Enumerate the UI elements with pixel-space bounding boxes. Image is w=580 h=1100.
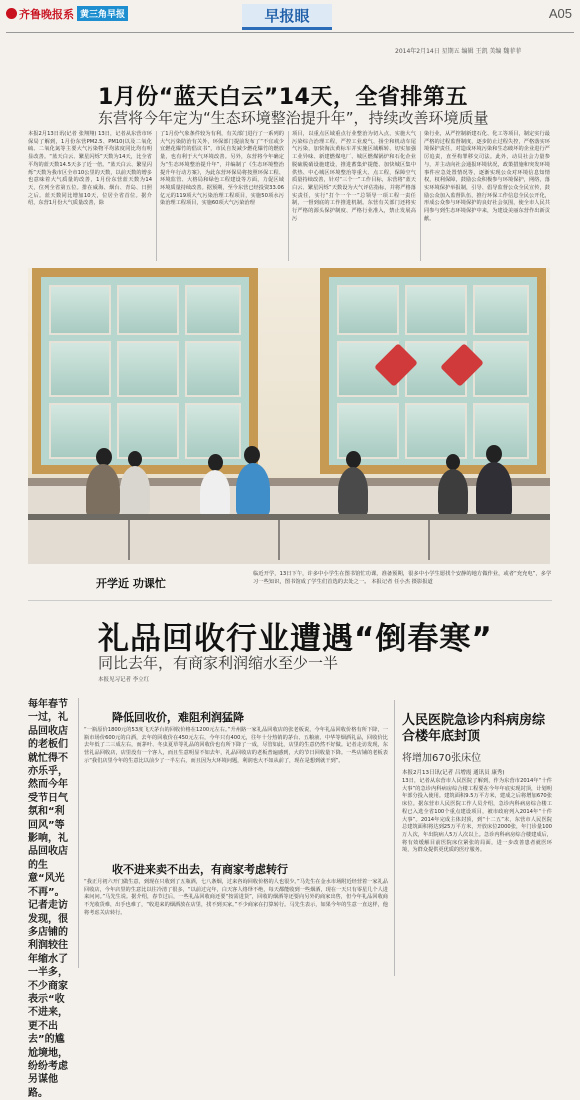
masthead: [0, 0, 580, 34]
story1-column-3: 项目，以重点区域重点行业整治为切入点，实施大气污染综合治理工程，严控工业废气、扬尘和机动车尾气污染，加快淘汰黄标车并实施区域解转、切实加强工业异味、新建燃煤电厂、城区燃煤锅炉和石化企业脱硫脱硝设施建设，推进蓄集炉提能、加快城区集中供热、中心城区环境整治等重大、点工程，保障空气质量持续改善，针对“三个一”工作目标，东营将“蓝天白云、繁星闪烁”天数设为大气评估指标，并将严格落实责任，实行“打个一个一”总领导一项工程一责任制，一督到底的工作推进机制。东营有关部门还将实行严格的源头保护制度、严格行业准入，禁止发展高污: [292, 131, 416, 222]
story1-column-4: 染行业，从严控制新建石化、化工等项目，制定实行最严格的过程监督制度，逐步防止过程失控，严格落实环境保护责任，对造成环境污染和生态破坏的企业进行严厉追责，直至构罪移交司法。此外，动员社会力量参与，并主动向社会通报环境状况，政策措施和突发环境事件应急处置情况等，逐渐实现公众对环境信息知情权，权利保障，鼓励公众积极参与环境保护，网络，落实环境保护举报制，引导、倡导监督公众全民宣传，鼓励公众加入监督队伍，推行环保工作信息全民公开化，形成公众参与环境保护的良好社会氛围，使全市人民共同参与到生态环境保护中来，为建设美丽东营作出新贡献。: [424, 131, 550, 222]
story2-section1-title: 降低回收价，难阻利润猛降: [112, 711, 244, 724]
story2-section2-title: 收不进来卖不出去，有商家考虑转行: [112, 863, 288, 876]
logo-tag: 黄三角早报: [77, 6, 128, 21]
logo-text: 齐鲁晚报系: [19, 8, 74, 21]
column-divider: [394, 700, 395, 976]
story2-pullquote: 每年春节一过，礼品回收店的老板们就忙得不亦乐乎，然而今年受节日气氛和“利回风”等影响，礼品回收店的生意“风光不再”。记者走访发现，很多店铺的利润较往年缩水了一半多，不少商家表示“收不进来，更不出去”的尴尬境地，纷纷考虑另谋他路。: [28, 699, 68, 1099]
page-number: A05: [548, 6, 572, 21]
side-story-text: 13日，记者从东营市人民医院了解到，作为东营市2014年“十件大事”的急诊内科病房综合楼工程要在今年年底实现封顶，计划明年部分投入使用。建筑面积9.5万平方米，建成之后将增加670张床位。据东营市人民医院工作人员介绍，急诊内科病房综合楼工程已入选全省100个重点建设项目，被市政府列入2014年“十件大事”。2014年完成主体封顶，到“十二五”末，东营市人民医院总建筑面积将达到25万平方米，开放床位2000张，年门诊量100万人次，年出院病人5万人次以上。急诊内科病房综合楼建成后，将有效缓解目前医院床位紧张的局面，进一步改善患者就医环境，为群众提供更优质的医疗服务。: [402, 778, 552, 854]
story1-column-2: 了1月份气象条件较为有利，有关部门进行了一系列的大气污染防治有关外，环保部门提前发布了“不宜或少宜燃花爆竹的倡议书”，市民自发减少燃花爆竹的燃放量，也有利于大气环境改善。另外，东营将今年确定为“生态环境整治提升年”，并编制了《生态环境整治提升年行动方案》，为此东营环保局将按照环保工程、环境监管、大格局和绿色工程建设等方面，力促区域环境质量持续改善。据预期，至今东营已经投资33.06亿元的119项大气污染治理工程项目，实施50项水污染治理工程项目，实施60项大气污染治理: [160, 131, 284, 207]
section-title: 早报眼: [242, 4, 332, 30]
study-desk: [28, 514, 550, 520]
story2-headline: 礼品回收行业遭遇“倒春寒”: [98, 621, 493, 657]
story2-byline: 本报见习记者 李立红: [98, 677, 150, 683]
story1-subheadline: 东营将今年定为“生态环境整治提升年”，持续改善环境质量: [98, 109, 489, 127]
logo-icon: [6, 8, 17, 19]
story1-headline: 1月份“蓝天白云”14天，全省排第五: [98, 85, 468, 110]
column-divider: [156, 131, 157, 261]
column-divider: [420, 131, 421, 261]
side-story-headline: 人民医院急诊内科病房综合楼年底封顶: [402, 713, 546, 744]
photo-window-left: [32, 268, 258, 474]
photo-window-right: [320, 268, 546, 474]
side-story-byline: 本报2月13日讯(记者 吕增霞 通讯员 康秀): [402, 770, 505, 776]
news-photo: [28, 268, 550, 564]
story1-column-1: 本报2月13日讯(记者 张翔翔) 13日，记者从东营市环保局了解到，1月份东营PM2.5、PM10(以及二氧化硫、二氧化氮等主要大气污染物平均浓度同比均有明显改善。“蓝天白云、繁星闪烁”天数为14天，比全省平均的蓝天数14.5天多了近一倍。“蓝天白云、繁星闪烁”天数为我市区全市10公里的天数，以前天数的增多也意味着大气质量的改善，1月份东营蓝天数为14天，位列全省第五位。排在威海、烟台、青岛、日照之后。蓝天数同比增加10天，位居全省首位。据介绍，东营1月份大气质量改善，除: [28, 131, 152, 207]
dateline: 2014年2月14日 星期五 编辑 王凯 美编 魏菲菲: [395, 48, 522, 55]
newspaper-logo: [6, 6, 128, 22]
column-divider: [78, 698, 79, 968]
section-rule: [28, 600, 552, 601]
photo-caption: 临近开学，13日下午，许多中小学生在图书馆忙功课，准备预期，很多中小学生愿找个安静的地方做作业，或者“充充电”，多学习一些知识，图书馆成了学生们首选的去处之一。 本报记者 任小杰 摄影报道: [253, 571, 552, 585]
story2-section1-text: “一瓶原价1800元的53度飞天茅台的回收价格在1200元左右。”升州路一家礼品回收店的张老板说，今年礼品回收价格有所下降，一瓶市场价600元的白酒，去年的回收价在450元左右，今年只有400元，往年十分热销的茅台、五粮液、中华等烟酒礼品，回收价比去年低了二三成左右，而茅叶、冬虫夏草等礼品的回收价也有所下降了一成，尽管如此，店里的生意仍然不好做。记者走访发现，东营礼品回收店，店里没有一个客人，而且生意明显不如去年，礼品回收店的老板普遍感到，大的节日回收量下降。一些店铺的老板表示“我们店里今年的生意比以前少了一半左右，而且因为大环境问题，利润也大不如从前了，现在是想到就干到”。: [84, 727, 388, 764]
side-story-subheadline: 将增加670张床位: [402, 753, 482, 764]
header-rule: [6, 32, 574, 33]
story2-subheadline: 同比去年，有商家利润缩水至少一半: [98, 654, 339, 672]
column-divider: [288, 131, 289, 261]
story2-section2-text: “我正月初六开门做生意，到现在只收到了五瓶酒，七八条烟，过来咨询回收价格的人也很少。”马先生在金水市场附近经营着一家礼品回收店，今年店里的生意比以往冷清了很多，“以前过完年，白天客人络绎不绝，每天都能收到一些烟酒，现在一天只有零星几个人进来问问。”马先生说。据介绍，春节过后，一些礼品回收商还要“按需进货”，回收的烟酒等还要向另外的商家出售，但今年礼品回收商不光收货难，出手也难了，“收进来的烟酒放在店里，找不到买家。”不少商家在打算转行。马先生表示，如果今年的生意一直这样，他将考虑关店转行。: [84, 879, 388, 916]
photo-caption-title: 开学近 功课忙: [96, 577, 166, 590]
